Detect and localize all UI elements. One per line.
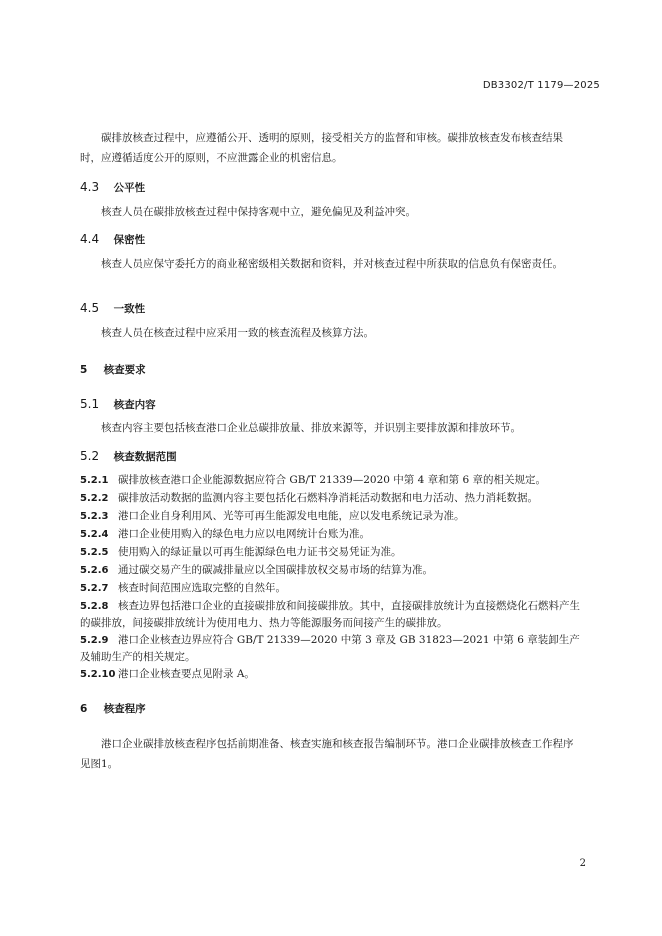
list-item [80, 544, 582, 561]
list-item [80, 526, 582, 543]
intro-paragraph: 碳排放核查过程中，应遵循公开、透明的原则，接受相关方的监督和审核。碳排放核查发布核查结果时，应遵循适度公开的原则，不应泄露企业的机密信息。 [80, 132, 563, 164]
section-6-heading [80, 701, 146, 716]
section-4-5-text: 核查人员在核查过程中应采用一致的核查流程及核算方法。 [101, 327, 374, 339]
item-number: 5.2.1 [80, 475, 109, 486]
page-number: 2 [579, 858, 586, 869]
section-5-heading [80, 362, 146, 377]
item-text: 核查时间范围应选取完整的自然年。 [118, 582, 286, 594]
list-item [80, 490, 582, 507]
item-number: 5.2.7 [80, 583, 109, 594]
item-number: 5.2.6 [80, 565, 109, 576]
section-4-3-heading [80, 180, 145, 195]
item-number: 5.2.3 [80, 511, 109, 522]
item-text: 港口企业核查要点见附录 A。 [118, 668, 255, 680]
list-item [80, 508, 582, 525]
item-text: 核查边界包括港口企业的直接碳排放和间接碳排放。其中，直接碳排放统计为直接燃烧化石燃料产生的碳排放，间接碳排放统计为使用电力、热力等能源服务而间接产生的碳排放。 [80, 600, 580, 629]
list-item [80, 580, 582, 597]
item-text: 通过碳交易产生的碳减排量应以全国碳排放权交易市场的结算为准。 [118, 564, 433, 576]
item-text: 港口企业核查边界应符合 GB/T 21339—2020 中第 3 章及 GB 31823—2021 中第 6 章装卸生产及辅助生产的相关规定。 [80, 634, 580, 663]
section-number: 5.1 [80, 397, 100, 411]
list-item [80, 472, 582, 489]
item-number: 5.2.10 [80, 669, 116, 680]
item-text: 使用购入的绿证量以可再生能源绿色电力证书交易凭证为准。 [118, 546, 402, 558]
section-number: 5.2 [80, 449, 100, 463]
item-text: 港口企业使用购入的绿色电力应以电网统计台账为准。 [118, 528, 370, 540]
list-item [80, 598, 582, 631]
section-4-5-heading [80, 301, 145, 316]
section-title: 核查程序 [103, 703, 146, 715]
section-title: 核查数据范围 [113, 451, 177, 463]
item-number: 5.2.4 [80, 529, 109, 540]
section-title: 核查要求 [103, 364, 146, 376]
section-number: 4.4 [80, 232, 100, 246]
section-number: 5 [80, 364, 88, 376]
section-4-3-text: 核查人员在碳排放核查过程中保持客观中立，避免偏见及利益冲突。 [101, 206, 416, 218]
section-4-4-text: 核查人员应保守委托方的商业秘密级相关数据和资料，并对核查过程中所获取的信息负有保密责任。 [101, 258, 563, 270]
list-item [80, 632, 582, 665]
section-6-text: 港口企业碳排放核查程序包括前期准备、核查实施和核查报告编制环节。港口企业碳排放核查工作程序见图1。 [80, 738, 574, 770]
section-title: 核查内容 [113, 399, 156, 411]
section-number: 6 [80, 703, 88, 715]
item-number: 5.2.9 [80, 635, 109, 646]
item-text: 港口企业自身利用风、光等可再生能源发电电能，应以发电系统记录为准。 [118, 510, 465, 522]
standard-code: DB3302/T 1179—2025 [482, 80, 600, 91]
list-item [80, 666, 582, 683]
section-number: 4.5 [80, 301, 100, 315]
item-number: 5.2.2 [80, 493, 109, 504]
section-5-1-heading [80, 397, 156, 412]
section-5-1-text: 核查内容主要包括核查港口企业总碳排放量、排放来源等，并识别主要排放源和排放环节。 [101, 422, 521, 434]
item-number: 5.2.5 [80, 547, 109, 558]
section-4-4-heading [80, 232, 145, 247]
item-text: 碳排放核查港口企业能源数据应符合 GB/T 21339—2020 中第 4 章和第 6 章的相关规定。 [118, 474, 546, 486]
section-title: 保密性 [113, 234, 146, 246]
item-text: 碳排放活动数据的监测内容主要包括化石燃料净消耗活动数据和电力活动、热力消耗数据。 [118, 492, 538, 504]
section-title: 一致性 [113, 303, 146, 315]
section-number: 4.3 [80, 180, 100, 194]
item-number: 5.2.8 [80, 601, 109, 612]
section-5-2-heading [80, 449, 177, 464]
list-item [80, 562, 582, 579]
section-title: 公平性 [113, 182, 146, 194]
